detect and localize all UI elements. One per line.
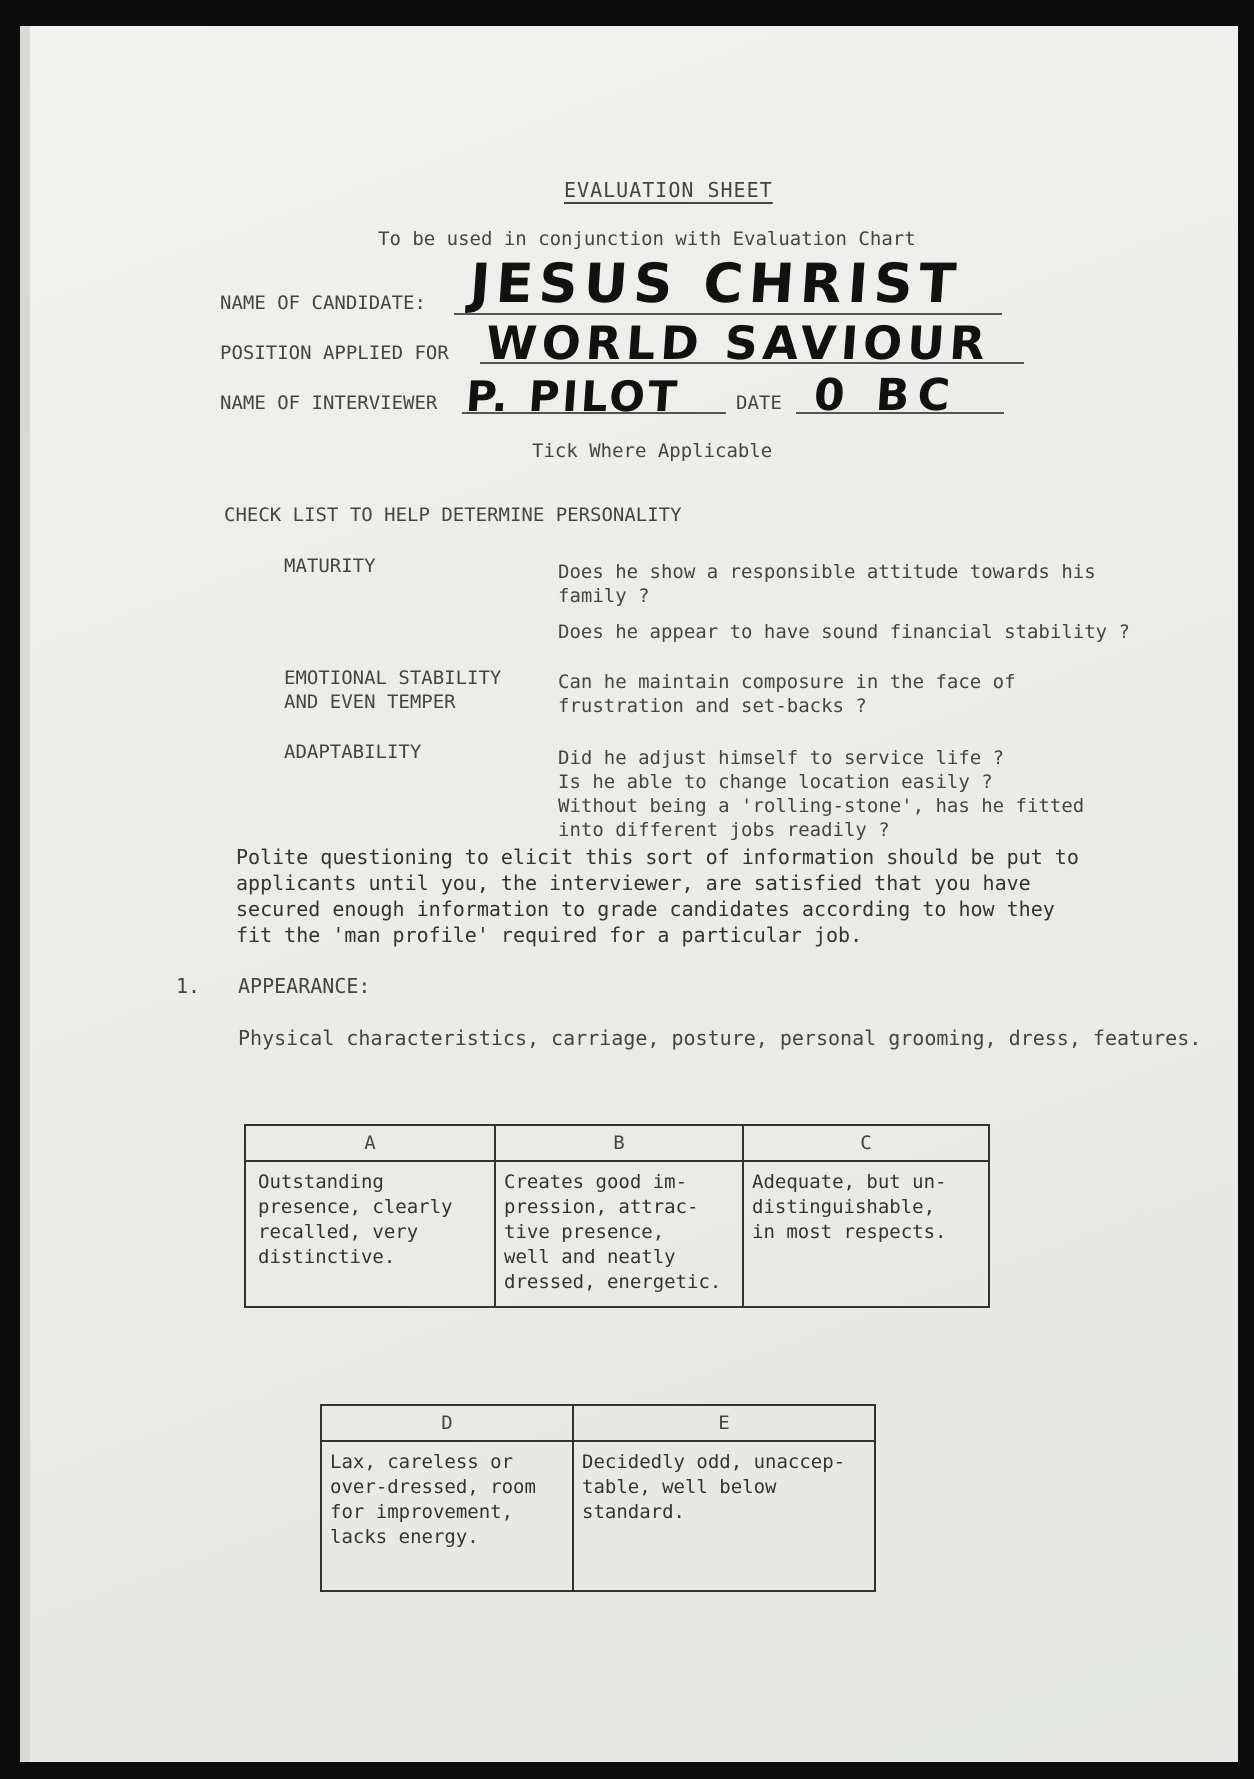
checklist-heading: CHECK LIST TO HELP DETERMINE PERSONALITY — [224, 504, 682, 526]
checklist-category: ADAPTABILITY — [284, 741, 422, 763]
evaluation-sheet-paper — [20, 26, 1238, 1762]
checklist-question: Did he adjust himself to service life ? Is he able to change location easily ? Without being a 'rolling-stone', has he fitted into different jobs readily ? — [558, 747, 1085, 841]
grade-header: B — [495, 1125, 743, 1161]
grade-table-a-c — [244, 1124, 990, 1308]
grade-table-d-e — [320, 1404, 876, 1592]
grade-description: Decidedly odd, unaccep- table, well below standard. — [573, 1441, 875, 1591]
section-number: 1. — [176, 974, 201, 998]
interviewer-label: NAME OF INTERVIEWER — [220, 392, 438, 414]
date-handwritten-value: 0 BC — [812, 370, 960, 421]
section-title: APPEARANCE: — [238, 974, 371, 998]
checklist-question: Can he maintain composure in the face of frustration and set-backs ? — [558, 671, 1016, 717]
checklist-category: MATURITY — [284, 555, 376, 577]
appearance-traits: Physical characteristics, carriage, posture, personal grooming, dress, features. — [238, 1026, 1202, 1050]
grade-header: E — [573, 1405, 875, 1441]
checklist-question: Does he appear to have sound financial stability ? — [558, 621, 1130, 643]
document-title: EVALUATION SHEET — [564, 178, 773, 202]
candidate-label: NAME OF CANDIDATE: — [220, 292, 426, 314]
grade-description: Lax, careless or over-dressed, room for improvement, lacks energy. — [321, 1441, 573, 1591]
grade-header: D — [321, 1405, 573, 1441]
date-label: DATE — [736, 392, 782, 414]
grade-header: A — [245, 1125, 495, 1161]
tick-note: Tick Where Applicable — [532, 440, 773, 462]
checklist-category: EMOTIONAL STABILITY AND EVEN TEMPER — [284, 667, 502, 713]
interviewer-handwritten-value: P. PILOT — [464, 372, 682, 421]
grade-description: Adequate, but un- distinguishable, in most respects. — [743, 1161, 989, 1307]
candidate-handwritten-value: JESUS CHRIST — [467, 252, 964, 315]
grade-description: Outstanding presence, clearly recalled, very distinctive. — [245, 1161, 495, 1307]
grade-description: Creates good im- pression, attrac- tive presence, well and neatly dressed, energetic. — [495, 1161, 743, 1307]
grade-header: C — [743, 1125, 989, 1161]
position-label: POSITION APPLIED FOR — [220, 342, 449, 364]
position-handwritten-value: WORLD SAVIOUR — [484, 316, 992, 370]
instruction-paragraph: Polite questioning to elicit this sort of information should be put to applicants until you, the interviewer, are satisfied that you have secured enough information to grade candidates according to how they fit the 'man profile' required for a particular job. — [236, 845, 1079, 947]
document-subtitle: To be used in conjunction with Evaluation Chart — [378, 228, 916, 250]
checklist-question: Does he show a responsible attitude towards his family ? — [558, 561, 1096, 607]
